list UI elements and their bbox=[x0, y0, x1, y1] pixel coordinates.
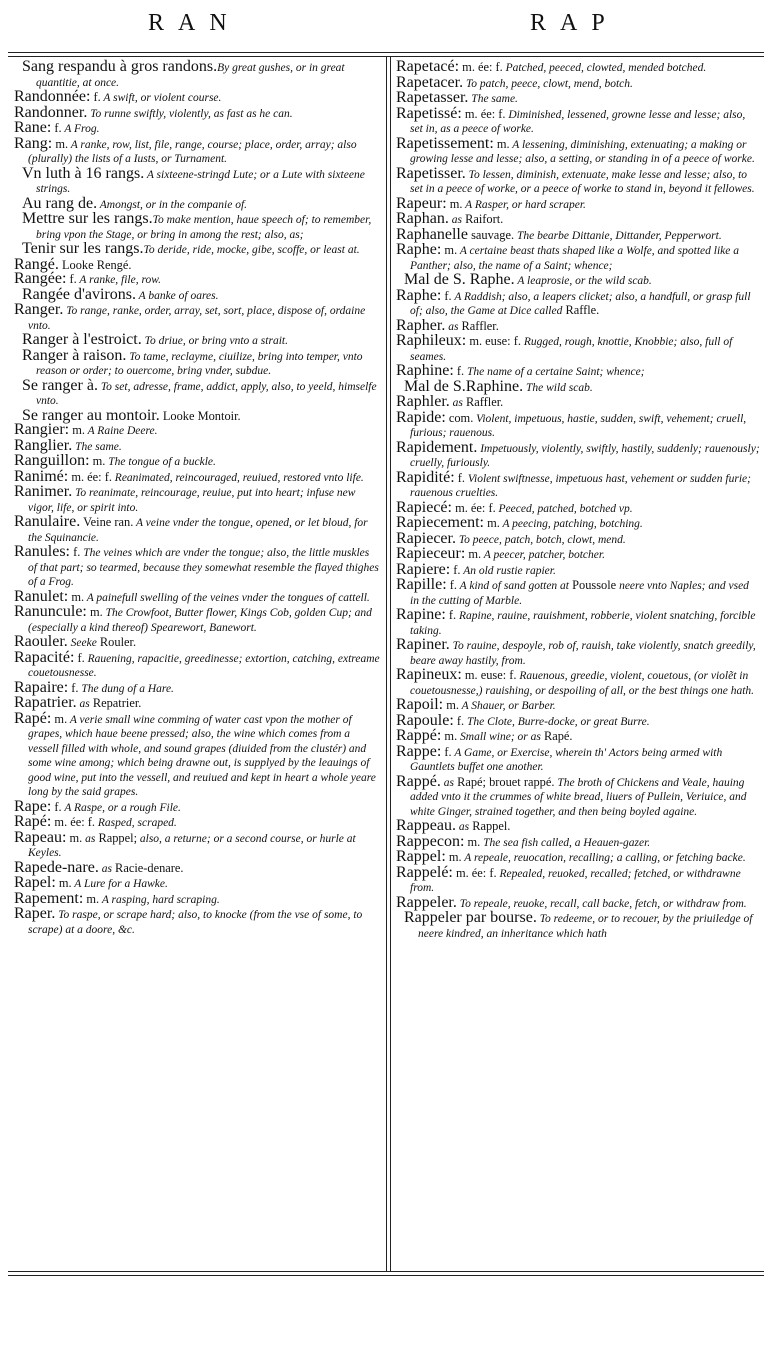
entry-headword: Rapiecer. bbox=[396, 529, 456, 547]
dictionary-entry bbox=[396, 194, 760, 213]
entry-grammar: f. bbox=[454, 470, 465, 485]
entry-headword: Se ranger à. bbox=[22, 376, 98, 394]
entry-headword: Rapher. bbox=[396, 316, 446, 334]
entry-definition: The tongue of a buckle. bbox=[105, 456, 216, 468]
entry-definition: To lessen, diminish, extenuate, make lesse and lesse; also, to set in a peece of worke, or a peece of worke to stand in, beyond it fellowes. bbox=[410, 168, 755, 195]
entry-cross-reference: Poussole bbox=[569, 578, 617, 592]
dictionary-entry bbox=[14, 60, 380, 90]
entry-definition: To redeeme, or to recouer, by the priuiledge of neere kindred, an inheritance which hath bbox=[418, 913, 753, 940]
dictionary-entry bbox=[14, 242, 380, 258]
entry-grammar: f. bbox=[446, 578, 457, 592]
entry-cross-reference: Repatrier. bbox=[89, 696, 142, 710]
entry-headword: Rapetasser. bbox=[396, 89, 469, 106]
entry-definition: The same. bbox=[72, 440, 122, 453]
dictionary-entry bbox=[14, 605, 380, 635]
entry-headword: Rane: bbox=[14, 119, 52, 136]
entry-grammar: f. bbox=[453, 364, 465, 378]
entry-definition: as bbox=[445, 320, 459, 333]
entry-headword: Ranimé: bbox=[14, 467, 69, 485]
entry-definition: To rauine, despoyle, rob of, rauish, take violently, snatch greedily, beare away hastily, from. bbox=[410, 640, 756, 667]
dictionary-entry bbox=[14, 545, 380, 590]
entry-grammar: m. bbox=[446, 196, 463, 211]
entry-definition: To raspe, or scrape hard; also, to knocke (from the vse of some, to scrape) at a doore, &c. bbox=[28, 909, 363, 936]
entry-headword: Rapacité: bbox=[14, 648, 75, 666]
entry-definition: A Raine Deere. bbox=[84, 425, 158, 437]
entry-grammar: f. bbox=[453, 713, 465, 728]
entry-headword: Rapoule: bbox=[396, 711, 454, 729]
entry-definition: A lessening, diminishing, extenuating; a making or growing lesse and lesse; also, a setting, or standing in of a peece of worke. bbox=[410, 138, 755, 165]
dictionary-entry bbox=[14, 797, 380, 816]
entry-headword: Rappé: bbox=[396, 727, 442, 744]
entry-grammar: f. bbox=[441, 744, 452, 759]
entry-definition: Violent, impetuous, hastie, sudden, swift, vehement; cruell, furious; rauenous. bbox=[410, 412, 747, 439]
entry-definition: A certaine beast thats shaped like a Wolfe, and spotted like a Panther; also, the name of a Saint; whence; bbox=[410, 245, 739, 272]
dictionary-entry bbox=[14, 121, 380, 137]
dictionary-entry bbox=[396, 408, 760, 441]
entry-grammar: m. bbox=[441, 729, 458, 743]
entry-definition: To set, adresse, frame, addict, apply, also, to yeeld, himselfe vnto. bbox=[36, 380, 377, 407]
entry-grammar: m. bbox=[445, 850, 462, 864]
entry-headword: Raphe: bbox=[396, 286, 442, 304]
dictionary-entry bbox=[396, 729, 760, 745]
entry-cross-reference: Raffler. bbox=[458, 318, 499, 333]
entry-definition: Diminished, lessened, growne lesse and lesse; also, set in, as a peece of worke. bbox=[410, 108, 746, 135]
entry-definition: A ranke, file, row. bbox=[76, 274, 161, 286]
entry-grammar: f. bbox=[70, 545, 81, 559]
entry-definition: Rauenous, greedie, violent, couetous, (or violẽt in couetousnesse,) rauishing, or despoiling of all, or the best things one hath. bbox=[410, 670, 755, 697]
entry-grammar: f. bbox=[90, 90, 101, 104]
column-divider bbox=[386, 56, 387, 1271]
dictionary-entry bbox=[14, 907, 380, 937]
dictionary-entry bbox=[14, 858, 380, 877]
entry-grammar: f. bbox=[450, 562, 461, 577]
entry-grammar: f. bbox=[441, 288, 452, 303]
entry-headword: Rangier: bbox=[14, 421, 70, 438]
entry-definition: A Raspe, or a rough File. bbox=[61, 801, 181, 814]
entry-definition: A Frog. bbox=[61, 123, 100, 135]
entry-grammar: m. bbox=[55, 876, 72, 890]
entry-headword: Mal de S.Raphine. bbox=[404, 377, 524, 395]
entry-definition: Rauening, rapacitie, greedinesse; extortion, catching, extreame couetousnesse. bbox=[28, 652, 380, 679]
entry-grammar: m. bbox=[66, 830, 83, 845]
entry-headword: Rapidement. bbox=[396, 438, 478, 456]
entry-definition: Rasped, scraped. bbox=[95, 817, 177, 829]
entry-definition: Small wine; or as bbox=[457, 731, 541, 743]
entry-grammar: m. ée: f. bbox=[459, 60, 503, 74]
entry-cross-reference: Rapé. bbox=[540, 729, 573, 743]
entry-definition: A ranke, row, list, file, range, course; place, order, array; also (plurally) the lists of a Iusts, or Turnament. bbox=[28, 138, 357, 165]
entry-grammar: m. euse: f. bbox=[461, 668, 517, 682]
entry-headword: Rapille: bbox=[396, 576, 447, 593]
entry-definition: Rugged, rough, knottie, Knobbie; also, full of seames. bbox=[410, 336, 733, 363]
entry-cross-reference: Rappel; bbox=[95, 830, 138, 845]
entry-grammar: m. bbox=[69, 423, 85, 437]
entry-definition: A Shauer, or Barber. bbox=[458, 700, 556, 712]
entry-grammar: f. bbox=[445, 608, 457, 622]
entry-grammar: m. bbox=[464, 834, 481, 849]
dictionary-entry bbox=[396, 243, 760, 273]
entry-headword: Rapé: bbox=[14, 709, 52, 727]
dictionary-entry bbox=[14, 815, 380, 831]
entry-headword: Rapetissement: bbox=[396, 134, 494, 152]
entry-grammar: m. ée: f. bbox=[68, 469, 112, 484]
entry-headword: Vn luth à 16 rangs. bbox=[22, 164, 145, 182]
entry-grammar: m. euse: f. bbox=[466, 334, 521, 348]
dictionary-entry bbox=[14, 285, 380, 304]
entry-definition: A verie small wine comming of water cast vpon the mother of grapes, which haue beene pressed; also, the wine which comes from a vessell filled with whole, and sound grapes (diuided from the clustér) and some wine among; which being drawne out, is supplyed by the leauings of good wine, put into the vessell, and reuiued and kept in heart a whole yeare long by the said grapes. bbox=[28, 713, 376, 798]
entry-headword: Ranimer. bbox=[14, 483, 73, 500]
entry-grammar: m. ée: f. bbox=[451, 500, 496, 515]
left-column bbox=[14, 60, 380, 937]
entry-headword: Raphileux: bbox=[396, 332, 467, 349]
entry-definition: To repeale, reuoke, recall, call backe, fetch, or withdraw from. bbox=[456, 897, 747, 910]
entry-definition: The wild scab. bbox=[523, 381, 593, 394]
entry-cross-reference: Raffle. bbox=[562, 303, 600, 317]
entry-headword: Rapineux: bbox=[396, 666, 462, 683]
entry-definition: A leaprosie, or the wild scab. bbox=[514, 275, 652, 287]
entry-definition: The bearbe Dittanie, Dittander, Pepperwort. bbox=[514, 229, 722, 242]
entry-definition: A peecer, patcher, botcher. bbox=[481, 549, 605, 561]
entry-headword: Rapiner. bbox=[396, 636, 450, 653]
entry-definition: The Clote, Burre-docke, or great Burre. bbox=[464, 715, 650, 728]
dictionary-entry bbox=[396, 334, 760, 364]
dictionary-entry bbox=[396, 863, 760, 896]
dictionary-entry bbox=[14, 485, 380, 515]
entry-headword: Mal de S. Raphe. bbox=[404, 271, 515, 288]
dictionary-entry bbox=[14, 648, 380, 681]
entry-grammar: m. bbox=[51, 711, 68, 726]
entry-definition: The veines which are vnder the tongue; also, the little muskles of that part; so tearmed, because they somewhat resemble the flayed thighes of a Frog. bbox=[28, 547, 379, 588]
dictionary-entry bbox=[14, 696, 380, 712]
entry-headword: Ranulaire. bbox=[14, 513, 81, 530]
dictionary-entry bbox=[396, 638, 760, 668]
entry-headword: Raphine: bbox=[396, 362, 454, 379]
right-column bbox=[396, 60, 760, 941]
entry-grammar: f. bbox=[51, 121, 62, 135]
entry-headword: Ranuncule: bbox=[14, 603, 87, 620]
entry-headword: Rapel: bbox=[14, 874, 56, 891]
entry-headword: Rapeau: bbox=[14, 828, 67, 846]
dictionary-entry bbox=[396, 711, 760, 730]
entry-cross-reference: Rappel. bbox=[469, 819, 511, 833]
entry-definition: A kind of sand gotten at bbox=[456, 580, 570, 592]
entry-definition: A Lure for a Hawke. bbox=[71, 878, 168, 890]
entry-definition: as bbox=[449, 397, 463, 409]
running-head-right: RAP bbox=[530, 10, 619, 36]
entry-definition: A banke of oares. bbox=[135, 289, 219, 302]
entry-cross-reference: Raffler. bbox=[462, 395, 504, 409]
entry-headword: Rapé: bbox=[14, 813, 52, 830]
dictionary-entry bbox=[396, 134, 760, 167]
entry-definition: A peecing, patching, botching. bbox=[499, 518, 643, 530]
entry-definition: To reanimate, reincourage, reuiue, put into heart; infuse new vigor, life, or spirit into. bbox=[28, 487, 356, 514]
dictionary-entry bbox=[396, 273, 760, 289]
dictionary-entry bbox=[14, 376, 380, 409]
dictionary-entry bbox=[14, 103, 380, 122]
entry-headword: Mettre sur les rangs. bbox=[22, 210, 153, 227]
entry-definition: Seeke bbox=[67, 637, 97, 649]
entry-headword: Rapidité: bbox=[396, 468, 455, 486]
entry-definition: A painefull swelling of the veines vnder the tongues of cattell. bbox=[84, 591, 370, 604]
entry-headword: Rapetissé: bbox=[396, 104, 462, 122]
entry-headword: Rapetacé: bbox=[396, 58, 460, 75]
entry-grammar: f. bbox=[51, 799, 62, 814]
entry-definition: Impetuously, violently, swiftly, hastily, suddenly; rauenously; cruelly, furiously. bbox=[410, 442, 760, 469]
entry-headword: Rappeler. bbox=[396, 893, 457, 911]
entry-headword: Rangée d'avirons. bbox=[22, 285, 136, 303]
entry-definition: as bbox=[448, 214, 462, 226]
entry-grammar: Looke Montoir. bbox=[159, 408, 241, 423]
entry-headword: Raphanelle bbox=[396, 225, 468, 243]
entry-definition: The Crowfoot, Butter flower, Kings Cob, golden Cup; and (especially a kind thereof) Spearewort, Banewort. bbox=[28, 607, 372, 634]
entry-definition: Peeced, patched, botched vp. bbox=[495, 502, 633, 515]
entry-definition: To make mention, haue speech of; to remember, bring vpon the Stage, or bring in among the rest; also, as; bbox=[36, 214, 372, 241]
entry-headword: Randonner. bbox=[14, 103, 88, 121]
entry-grammar: m. bbox=[483, 516, 500, 530]
top-rule bbox=[8, 52, 764, 53]
dictionary-entry bbox=[396, 468, 760, 501]
entry-definition: By great gushes, or in great quantitie, at once. bbox=[36, 62, 345, 89]
entry-grammar: m. bbox=[443, 698, 459, 712]
entry-headword: Rapede-nare. bbox=[14, 858, 99, 876]
entry-cross-reference: Rapé; brouet rappé. bbox=[453, 774, 555, 789]
entry-definition: Patched, peeced, clowted, mended botched. bbox=[502, 62, 707, 74]
dictionary-entry bbox=[14, 454, 380, 470]
entry-grammar: m. bbox=[493, 136, 510, 151]
entry-headword: Rapide: bbox=[396, 408, 446, 426]
dictionary-entry bbox=[396, 742, 760, 775]
dictionary-entry bbox=[396, 911, 760, 941]
entry-headword: Rapetisser. bbox=[396, 164, 466, 182]
entry-headword: Rapiecé: bbox=[396, 498, 452, 516]
entry-headword: Au rang de. bbox=[22, 194, 98, 212]
entry-definition: Violent swiftnesse, impetuous hast, vehement or sudden furie; rauenous cruelties. bbox=[410, 472, 751, 499]
entry-grammar: f. bbox=[68, 680, 79, 695]
entry-headword: Ranger à l'estroict. bbox=[22, 331, 142, 348]
entry-definition-continued: neere vnto Naples; and vsed in the cutting of Marble. bbox=[410, 580, 749, 607]
dictionary-entry bbox=[396, 578, 760, 608]
entry-definition: The name of a certaine Saint; whence; bbox=[464, 366, 645, 378]
entry-headword: Rappecon: bbox=[396, 832, 465, 850]
entry-definition: A repeale, reuocation, recalling; a calling, or fetching backe. bbox=[461, 852, 746, 864]
entry-definition: The sea fish called, a Heauen-gazer. bbox=[480, 836, 651, 849]
dictionary-entry bbox=[14, 303, 380, 333]
dictionary-entry bbox=[396, 377, 760, 396]
dictionary-entry bbox=[396, 772, 760, 820]
entry-definition: To patch, peece, clowt, mend, botch. bbox=[463, 77, 633, 90]
entry-definition: To deride, ride, mocke, gibe, scoffe, or least at. bbox=[143, 244, 360, 256]
dictionary-entry bbox=[14, 828, 380, 861]
entry-headword: Tenir sur les rangs. bbox=[22, 240, 144, 257]
dictionary-entry bbox=[14, 255, 380, 273]
dictionary-entry bbox=[396, 608, 760, 638]
entry-grammar: m. ée: f. bbox=[461, 106, 506, 121]
dictionary-entry bbox=[396, 832, 760, 851]
running-head-left: RAN bbox=[148, 10, 241, 36]
dictionary-entry bbox=[396, 164, 760, 197]
entry-headword: Rappelé: bbox=[396, 863, 453, 881]
entry-grammar: m. bbox=[52, 136, 69, 151]
bottom-rule-inner bbox=[8, 1275, 764, 1276]
entry-headword: Rangé. bbox=[14, 255, 59, 273]
entry-headword: Rapieceur: bbox=[396, 545, 466, 562]
entry-grammar: m. bbox=[465, 547, 482, 561]
entry-headword: Rappel: bbox=[396, 848, 446, 865]
entry-definition: To range, ranke, order, array, set, sort, place, dispose of, ordaine vnto. bbox=[28, 305, 366, 332]
entry-grammar: m. bbox=[86, 605, 103, 619]
entry-grammar: f. bbox=[74, 650, 85, 665]
entry-definition: Repealed, reuoked, recalled; fetched, or withdrawne from. bbox=[410, 867, 741, 894]
entry-definition-continued: also, a returne; or a second course, or hurle at Keyles. bbox=[28, 832, 356, 859]
entry-grammar: m. bbox=[83, 891, 100, 906]
dictionary-entry bbox=[14, 709, 380, 800]
entry-headword: Rappeler par bourse. bbox=[404, 909, 537, 926]
entry-headword: Rapine: bbox=[396, 606, 446, 623]
entry-definition-continued: The broth of Chickens and Veale, hauing added vnto it the crummes of white bread, liuers of Pullein, Veriuice, and white Ginger, strained together, and then being boyled againe. bbox=[410, 776, 747, 818]
entry-headword: Rapetacer. bbox=[396, 73, 464, 91]
entry-definition: To tame, reclayme, ciuilize, bring into temper, vnto reason or order; to ouercome, bring vnder, subdue. bbox=[36, 350, 363, 377]
entry-grammar: sauvage. bbox=[467, 227, 515, 242]
entry-headword: Raper. bbox=[14, 905, 56, 922]
entry-grammar: m. bbox=[68, 589, 85, 604]
entry-definition: as bbox=[76, 698, 90, 710]
entry-definition: as bbox=[440, 776, 454, 789]
entry-definition: Reanimated, reincouraged, reuiued, restored vnto life. bbox=[111, 471, 364, 484]
dictionary-entry bbox=[396, 225, 760, 244]
entry-grammar: m. ée: f. bbox=[452, 865, 497, 880]
entry-definition: To peece, patch, botch, clowt, mend. bbox=[455, 533, 626, 546]
entry-definition: A veine vnder the tongue, opened, or let bloud, for the Squinancie. bbox=[28, 517, 368, 544]
dictionary-entry bbox=[396, 547, 760, 563]
entry-headword: Raphan. bbox=[396, 210, 449, 227]
entry-cross-reference: Racie-denare. bbox=[111, 860, 184, 875]
dictionary-entry bbox=[14, 164, 380, 197]
column-divider-inner bbox=[390, 56, 391, 1271]
entry-headword: Ranules: bbox=[14, 543, 70, 560]
entry-grammar: m. ée: f. bbox=[51, 815, 96, 829]
entry-headword: Rappé. bbox=[396, 772, 441, 790]
entry-grammar: Veine ran. bbox=[80, 515, 134, 529]
entry-headword: Randonnée: bbox=[14, 88, 91, 105]
entry-grammar: Looke Rengé. bbox=[58, 257, 132, 272]
entry-definition: A Game, or Exercise, wherein th' Actors being armed with Gauntlets buffet one another. bbox=[410, 746, 723, 773]
entry-headword: Ranulet: bbox=[14, 587, 69, 605]
entry-definition: The dung of a Hare. bbox=[78, 682, 174, 695]
entry-definition: A rasping, hard scraping. bbox=[99, 893, 220, 906]
entry-grammar: com. bbox=[445, 410, 474, 425]
entry-headword: Rappeau. bbox=[396, 817, 456, 834]
dictionary-entry bbox=[396, 560, 760, 579]
entry-headword: Rapaire: bbox=[14, 678, 69, 696]
entry-grammar: m. bbox=[441, 243, 458, 257]
entry-definition: The same. bbox=[468, 93, 518, 105]
dictionary-entry bbox=[396, 286, 760, 319]
entry-headword: Rapiecement: bbox=[396, 514, 484, 531]
entry-headword: Sang respandu à gros randons. bbox=[22, 58, 218, 75]
entry-definition: A swift, or violent course. bbox=[100, 92, 222, 104]
entry-headword: Rang: bbox=[14, 134, 53, 152]
dictionary-entry bbox=[14, 134, 380, 167]
entry-headword: Rapeur: bbox=[396, 194, 447, 212]
entry-headword: Ranguillon: bbox=[14, 452, 90, 469]
entry-definition: A Rasper, or hard scraper. bbox=[462, 198, 586, 211]
entry-definition: Amongst, or in the companie of. bbox=[97, 198, 248, 211]
entry-definition: as bbox=[455, 821, 470, 833]
entry-definition: as bbox=[98, 862, 112, 875]
entry-cross-reference: Raifort. bbox=[461, 212, 504, 226]
entry-definition: To runne swiftly, violently, as fast as he can. bbox=[87, 107, 293, 120]
entry-headword: Rapiere: bbox=[396, 560, 451, 578]
entry-headword: Raphler. bbox=[396, 393, 450, 410]
entry-headword: Ranger. bbox=[14, 301, 64, 318]
entry-headword: Rappe: bbox=[396, 742, 442, 760]
entry-headword: Raphe: bbox=[396, 241, 442, 258]
dictionary-entry bbox=[396, 438, 760, 471]
entry-headword: Rape: bbox=[14, 797, 52, 815]
entry-headword: Rapatrier. bbox=[14, 694, 77, 711]
dictionary-entry bbox=[14, 212, 380, 242]
entry-headword: Raouler. bbox=[14, 633, 68, 650]
entry-definition: A Raddish; also, a leapers clicket; also, a handfull, or grasp full of; also, the Game at Dice called bbox=[410, 290, 751, 317]
entry-definition: Rapine, rauine, rauishment, robberie, violent snatching, forcible taking. bbox=[410, 610, 756, 637]
entry-headword: Rapement: bbox=[14, 889, 84, 907]
dictionary-entry bbox=[396, 668, 760, 698]
bottom-rule bbox=[8, 1271, 764, 1272]
entry-headword: Se ranger au montoir. bbox=[22, 406, 160, 424]
dictionary-entry bbox=[14, 889, 380, 908]
entry-headword: Rangée: bbox=[14, 270, 67, 287]
dictionary-entry bbox=[14, 515, 380, 545]
entry-headword: Rapoil: bbox=[396, 696, 444, 713]
entry-definition: An old rustie rapier. bbox=[460, 564, 556, 577]
entry-headword: Ranger à raison. bbox=[22, 346, 127, 364]
entry-grammar: f. bbox=[66, 272, 77, 286]
entry-grammar: m. bbox=[89, 454, 106, 468]
dictionary-entry bbox=[14, 346, 380, 379]
entry-headword: Ranglier. bbox=[14, 436, 73, 454]
dictionary-entry bbox=[396, 395, 760, 411]
dictionary-entry bbox=[396, 104, 760, 137]
entry-definition: as bbox=[82, 832, 96, 845]
entry-definition: To driue, or bring vnto a strait. bbox=[141, 335, 288, 347]
entry-definition: A sixteene-stringd Lute; or a Lute with sixteene strings. bbox=[36, 168, 365, 195]
entry-cross-reference: Rouler. bbox=[96, 635, 137, 649]
